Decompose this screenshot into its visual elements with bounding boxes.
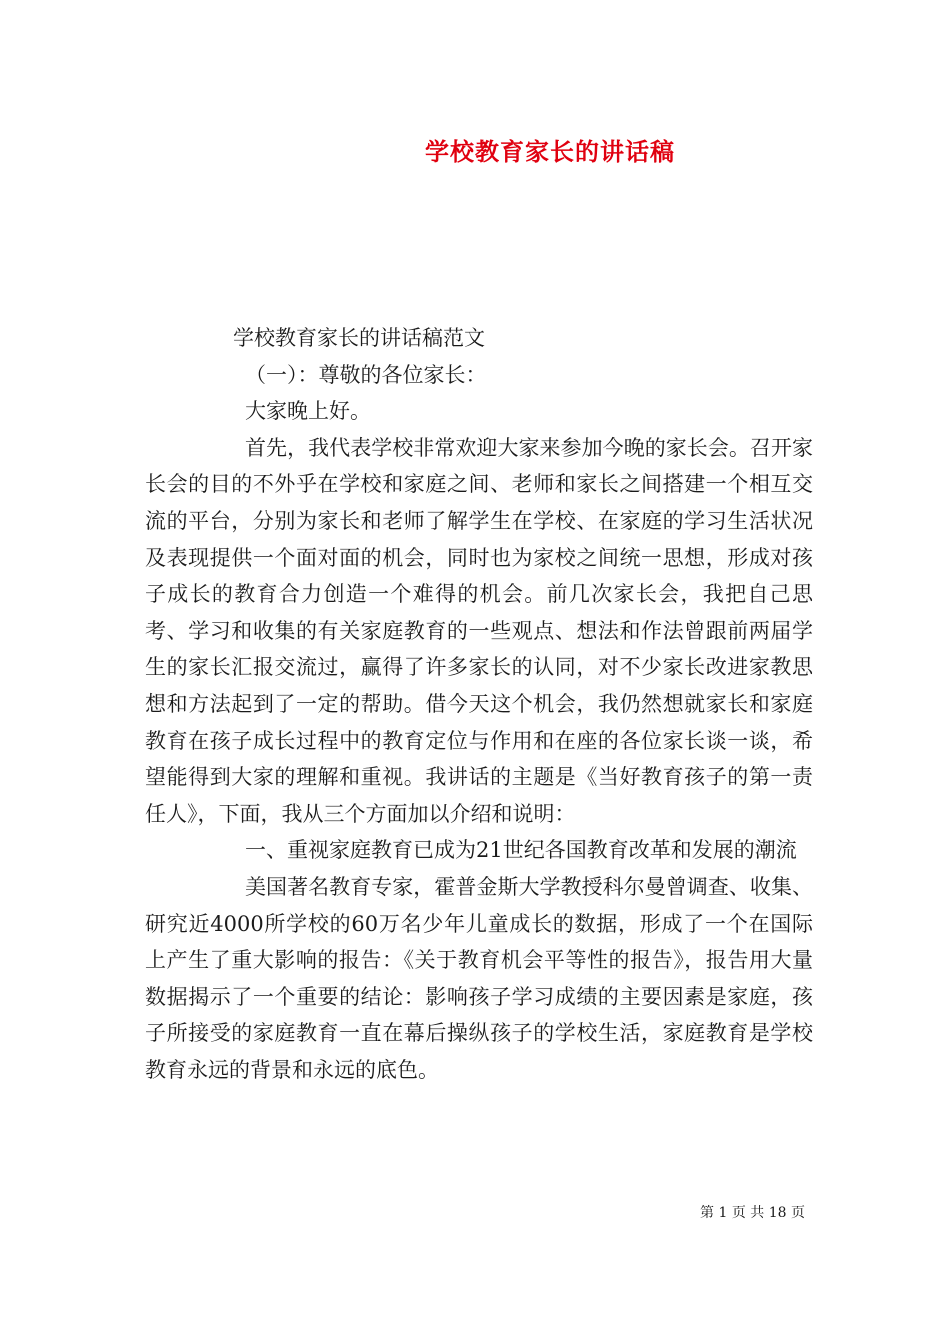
section-heading-1: 一、重视家庭教育已成为21世纪各国教育改革和发展的潮流 <box>245 838 797 863</box>
document-subtitle: 学校教育家长的讲话稿范文 <box>233 326 485 350</box>
document-body <box>145 320 813 1088</box>
paragraph-opening: 首先，我代表学校非常欢迎大家来参加今晚的家长会。召开家长会的目的不外乎在学校和家庭之间、老师和家长之间搭建一个相互交流的平台，分别为家长和老师了解学生在学校、在家庭的学习生活状况及表现提供一个面对面的机会，同时也为家校之间统一思想，形成对孩子成长的教育合力创造一个难得的机会。前几次家长会，我把自己思考、学习和收集的有关家庭教育的一些观点、想法和作法曾跟前两届学生的家长汇报交流过，赢得了许多家长的认同，对不少家长改进家教思想和方法起到了一定的帮助。借今天这个机会，我仍然想就家长和家庭教育在孩子成长过程中的教育定位与作用和在座的各位家长谈一谈，希望能得到大家的理解和重视。我讲话的主题是《当好教育孩子的第一责任人》，下面，我从三个方面加以介绍和说明： <box>145 435 813 826</box>
page-number: 第 1 页 共 18 页 <box>700 1205 805 1221</box>
document-title: 学校教育家长的讲话稿 <box>425 137 675 166</box>
greeting: 大家晚上好。 <box>245 399 371 424</box>
salutation: （一）：尊敬的各位家长： <box>245 362 487 387</box>
paragraph-coleman: 美国著名教育专家，霍普金斯大学教授科尔曼曾调查、收集、研究近4000所学校的60万名少年儿童成长的数据，形成了一个在国际上产生了重大影响的报告：《关于教育机会平等性的报告》，报告用大量数据揭示了一个重要的结论：影响孩子学习成绩的主要因素是家庭，孩子所接受的家庭教育一直在幕后操纵孩子的学校生活，家庭教育是学校教育永远的背景和永远的底色。 <box>145 874 813 1082</box>
